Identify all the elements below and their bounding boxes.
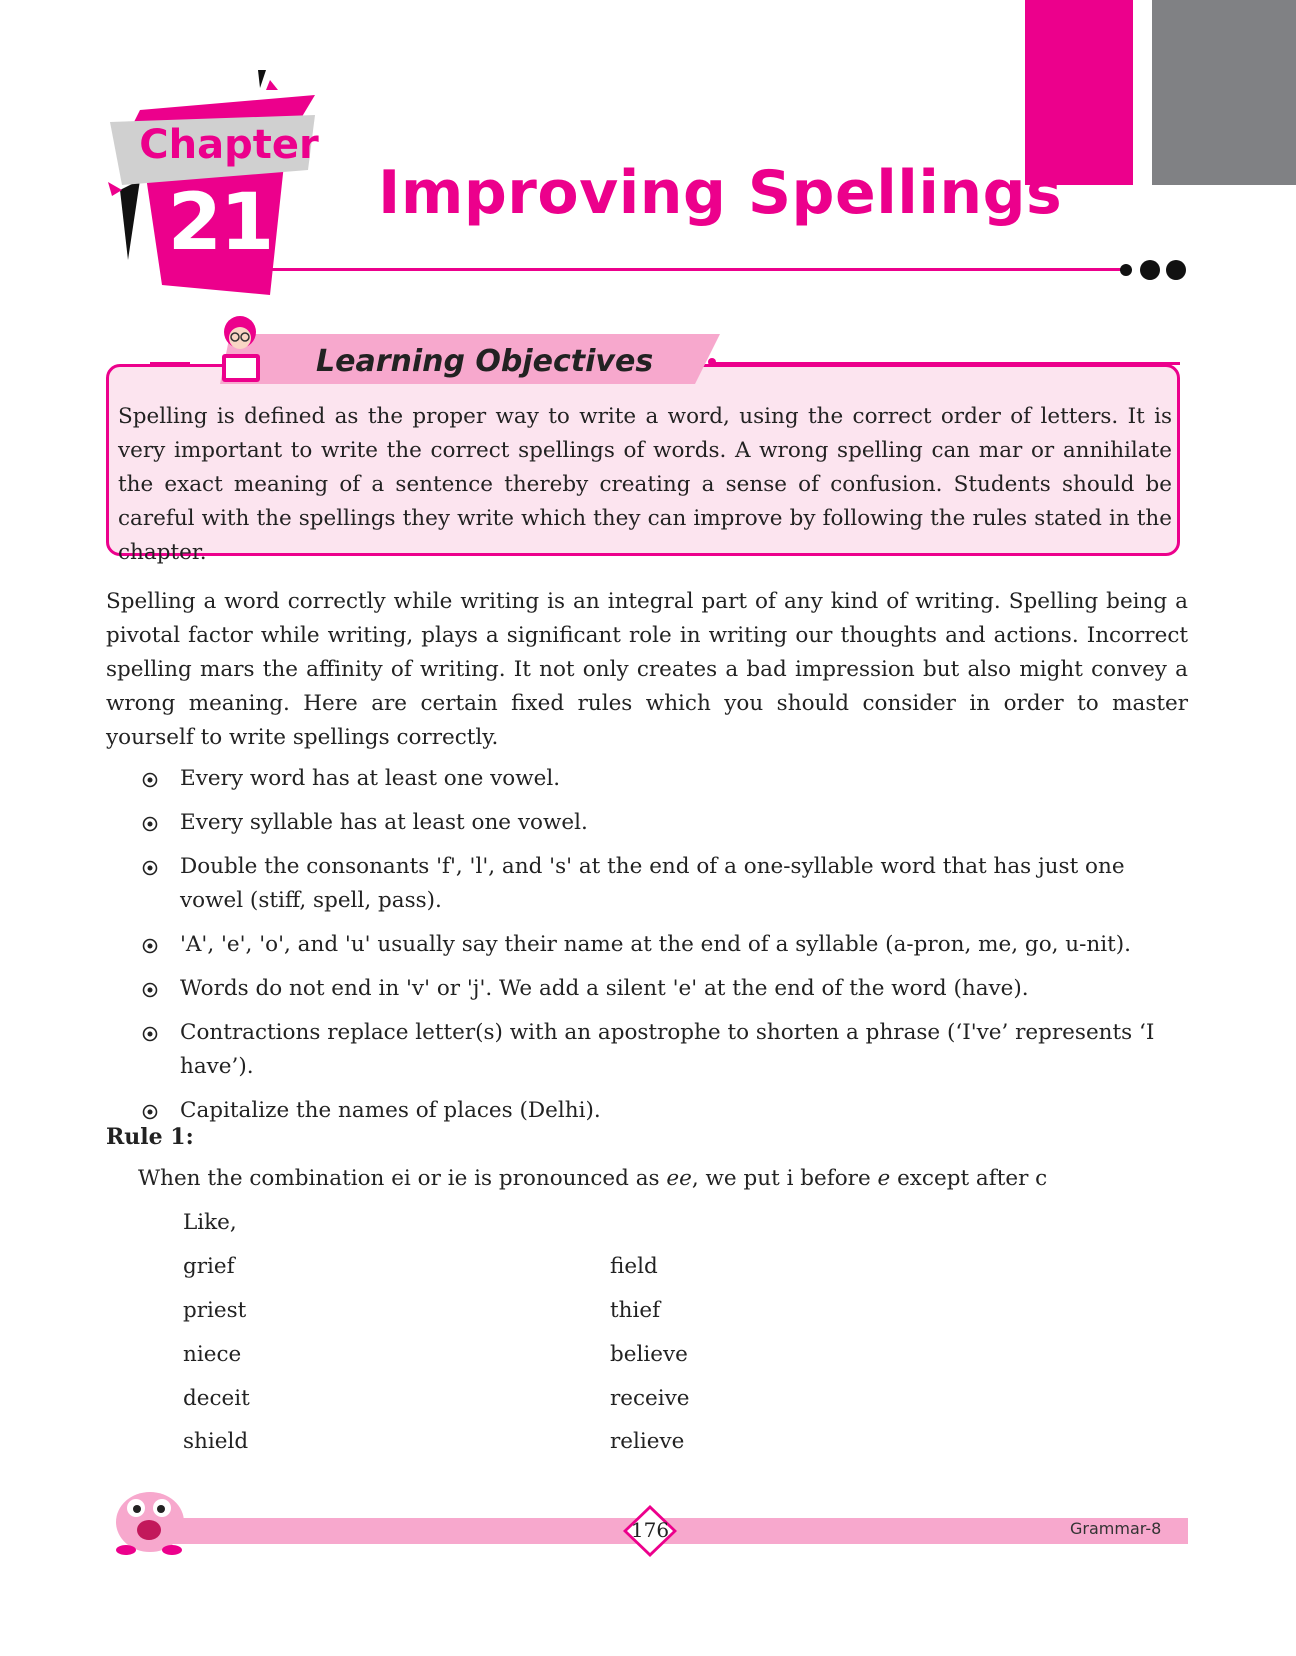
- learning-objectives-text: Spelling is defined as the proper way to write a word, using the correct order of letters. It is very important to write the correct spellings of words. A wrong spelling can mar or annihilate the exact meaning of a sentence thereby creating a sense of confusion. Students should be careful with the spellings they write which they can improve by following the rules stated in the chapter.: [118, 404, 1172, 565]
- example-word: believe: [610, 1342, 688, 1367]
- circle-bullet-icon: [142, 1104, 158, 1120]
- banner-right-line: [714, 362, 1180, 365]
- example-word: receive: [610, 1386, 690, 1411]
- circle-bullet-icon: [142, 772, 158, 788]
- bullet-text: Capitalize the names of places (Delhi).: [180, 1098, 601, 1123]
- circle-bullet-icon: [142, 816, 158, 832]
- monster-mascot-icon: [106, 1484, 196, 1556]
- list-item: [142, 972, 1192, 1006]
- footer-bar: [172, 1518, 1188, 1544]
- title-underline: [270, 268, 1130, 271]
- bullet-text: Every word has at least one vowel.: [180, 766, 561, 791]
- list-item: [142, 762, 1192, 796]
- corner-grey-block: [1152, 0, 1296, 185]
- example-word: deceit: [183, 1386, 250, 1411]
- circle-bullet-icon: [142, 982, 158, 998]
- rule-1-heading: Rule 1:: [106, 1124, 194, 1150]
- title-dots-decoration: [1118, 257, 1188, 283]
- example-word: grief: [183, 1254, 235, 1279]
- list-item: [142, 850, 1192, 918]
- example-word: thief: [610, 1298, 661, 1323]
- rule-1-like: Like,: [183, 1210, 237, 1235]
- list-item: [142, 1094, 1192, 1128]
- learning-objectives-heading: Learning Objectives: [316, 344, 654, 379]
- example-word: niece: [183, 1342, 242, 1367]
- bullet-text: Contractions replace letter(s) with an apostrophe to shorten a phrase (‘I've’ represents ‘I have’).: [180, 1020, 1155, 1079]
- list-item: [142, 806, 1192, 840]
- example-word: relieve: [610, 1429, 685, 1454]
- bullet-text: 'A', 'e', 'o', and 'u' usually say their name at the end of a syllable (a-pron, me, go, u-nit).: [180, 932, 1132, 957]
- bullet-text: Double the consonants 'f', 'l', and 's' at the end of a one-syllable word that has just one vowel (stiff, spell, pass).: [180, 854, 1125, 913]
- bullet-text: Words do not end in 'v' or 'j'. We add a silent 'e' at the end of the word (have).: [180, 976, 1029, 1001]
- example-word: shield: [183, 1429, 249, 1454]
- intro-paragraph: Spelling a word correctly while writing is an integral part of any kind of writing. Spelling being a pivotal factor while writing, plays a significant role in writing our thoughts and actions. Incorrect spelling mars the affinity of writing. It not only creates a bad impression but also might convey a wrong meaning. Here are certain fixed rules which you should consider in order to master yourself to write spellings correctly.: [106, 589, 1188, 750]
- rule-1-description: When the combination ei or ie is pronounced as ee, we put i before e except after c: [138, 1166, 1048, 1191]
- example-word: priest: [183, 1298, 247, 1323]
- circle-bullet-icon: [142, 860, 158, 876]
- example-word: field: [610, 1254, 658, 1279]
- chapter-label: Chapter: [139, 122, 319, 168]
- circle-bullet-icon: [142, 938, 158, 954]
- page-number: 176: [630, 1518, 670, 1542]
- list-item: [142, 928, 1192, 962]
- bullet-text: Every syllable has at least one vowel.: [180, 810, 588, 835]
- rules-bullet-list: [142, 762, 1192, 1138]
- chapter-number: 21: [167, 178, 273, 268]
- circle-bullet-icon: [142, 1026, 158, 1042]
- chapter-title: Improving Spellings: [378, 158, 1063, 228]
- banner-left-line: [150, 362, 190, 365]
- list-item: [142, 1016, 1192, 1084]
- reading-girl-icon: [212, 312, 270, 384]
- book-title: Grammar-8: [1070, 1519, 1162, 1538]
